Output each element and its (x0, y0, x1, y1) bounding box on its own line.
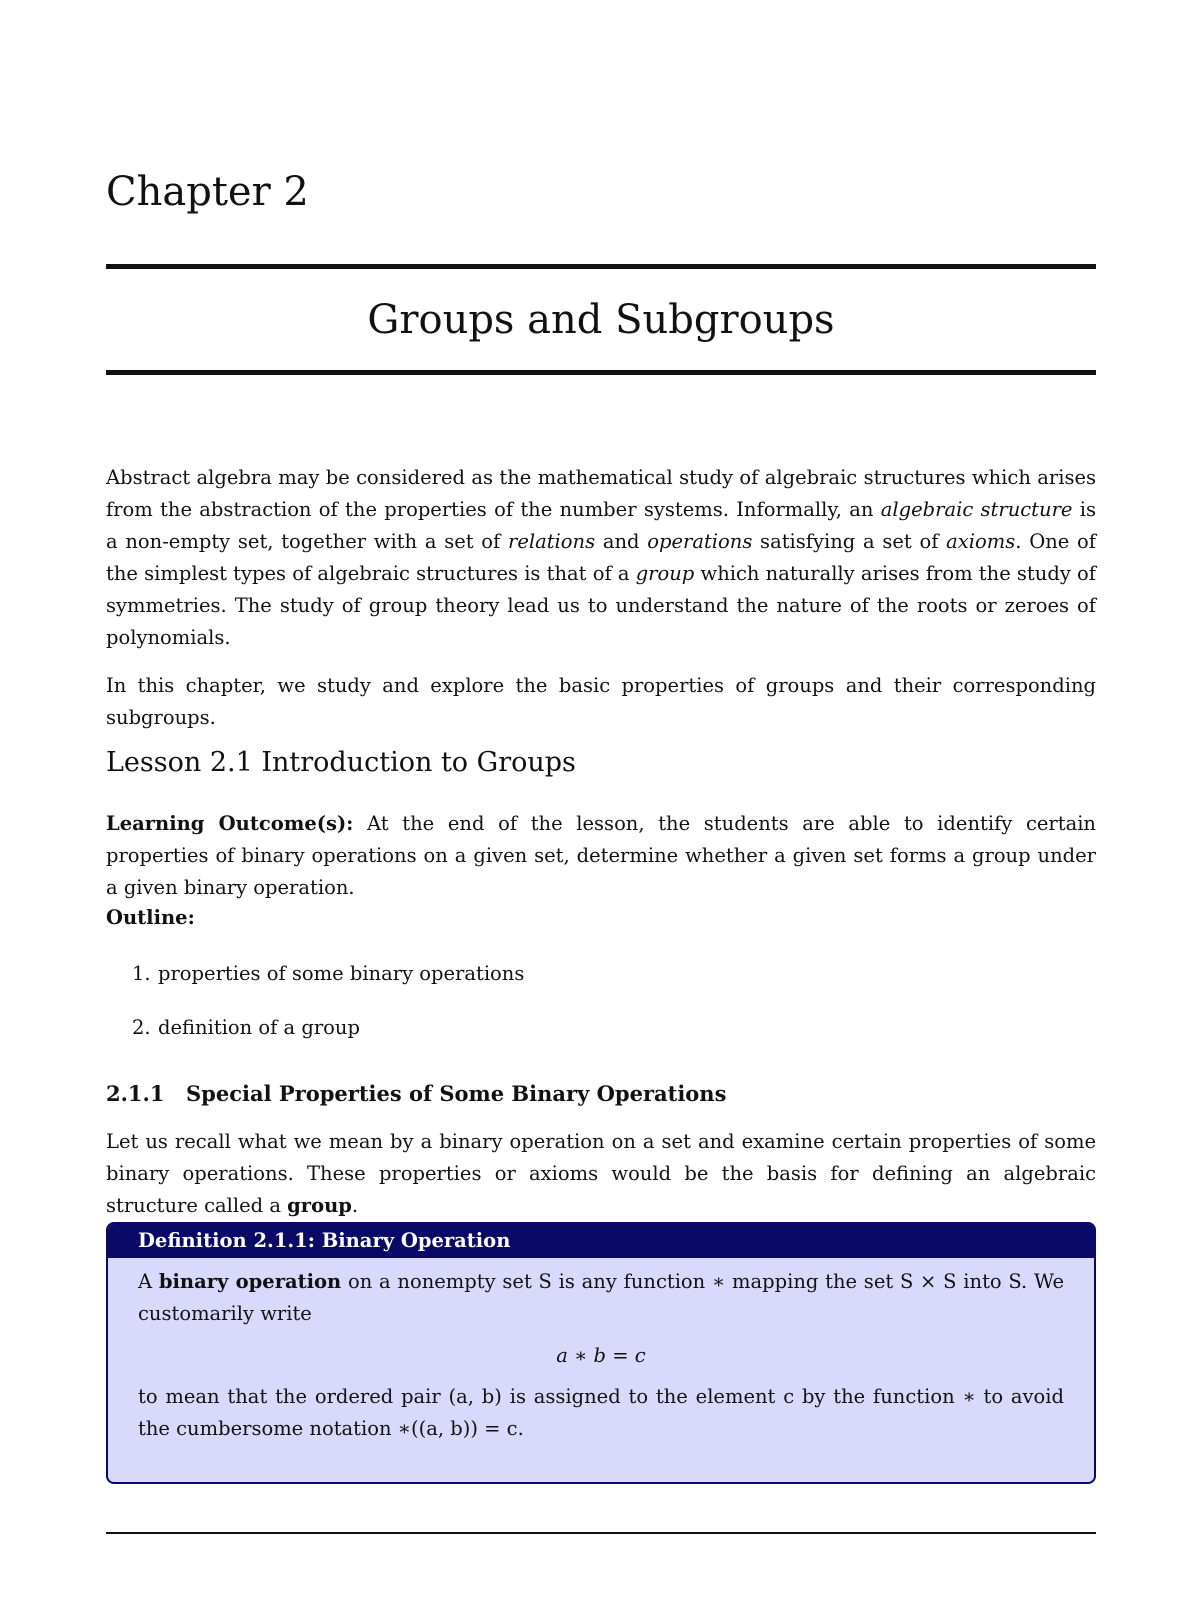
intro-emphasis: algebraic structure (880, 498, 1073, 521)
outline-item-text: definition of a group (158, 1016, 360, 1039)
definition-equation: a ∗ b = c (556, 1344, 646, 1367)
intro-text: . One of the simplest types of algebraic structures is that of a (106, 530, 1096, 585)
definition-text: A (138, 1270, 159, 1293)
intro-emphasis: operations (647, 530, 753, 553)
definition-bold-term: binary operation (158, 1270, 342, 1293)
subsection-number: 2.1.1 (106, 1081, 165, 1106)
footer-rule (106, 1532, 1096, 1534)
title-rule-bottom (106, 370, 1096, 375)
definition-text: to mean that the ordered pair (a, b) is assigned to the element c by the function ∗ to avoid the cumbersome notation ∗((a, b)) = c. (138, 1385, 1064, 1440)
intro-emphasis: relations (508, 530, 596, 553)
chapter-summary-text: In this chapter, we study and explore the basic properties of groups and their corresponding subgroups. (106, 674, 1096, 729)
learning-outcome-text: At the end of the lesson, the students are able to identify certain properties of binary operations on a given set, determine whether a given set forms a group under a given binary operation. (106, 812, 1096, 899)
definition-box (106, 1222, 1096, 1484)
subsection-title (106, 1080, 726, 1108)
definition-text: on a nonempty set S is any function ∗ mapping the set S × S into S. We customarily write (138, 1270, 1065, 1325)
definition-header: Definition 2.1.1: Binary Operation (108, 1224, 1094, 1258)
subsection-paragraph (106, 1126, 1096, 1222)
intro-text: which naturally arises from the study of symmetries. The study of group theory lead us to understand the nature of the roots or zeroes of polynomials. (106, 562, 1096, 649)
outline-item (132, 1014, 360, 1042)
chapter-label: Chapter 2 (106, 169, 309, 215)
subsection-title-text: Special Properties of Some Binary Operations (186, 1081, 727, 1106)
intro-paragraph (106, 462, 1096, 654)
title-rule-top (106, 264, 1096, 269)
intro-text: is a non-empty set, together with a set of (106, 498, 1096, 553)
outline-item-text: properties of some binary operations (158, 962, 525, 985)
outline-item (132, 960, 524, 988)
chapter-summary (106, 670, 1096, 734)
intro-text: satisfying a set of (752, 530, 947, 553)
learning-outcome (106, 808, 1096, 904)
lesson-title: Lesson 2.1 Introduction to Groups (106, 747, 576, 778)
subsection-bold-term: group (287, 1194, 352, 1217)
outline-item-number: 2. (132, 1016, 151, 1039)
learning-outcome-label: Learning Outcome(s): (106, 812, 354, 835)
definition-body (108, 1258, 1094, 1445)
intro-emphasis: axioms (946, 530, 1016, 553)
outline-label: Outline: (106, 906, 195, 929)
subsection-text: Let us recall what we mean by a binary operation on a set and examine certain properties of some binary operations. These properties or axioms would be the basis for defining an algebraic structure called a (106, 1130, 1096, 1217)
intro-text: and (595, 530, 648, 553)
intro-text: Abstract algebra may be considered as the mathematical study of algebraic structures which arises from the abstraction of the properties of the number systems. Informally, an (106, 466, 1096, 521)
chapter-title: Groups and Subgroups (367, 297, 835, 343)
subsection-text: . (351, 1194, 359, 1217)
intro-emphasis: group (635, 562, 695, 585)
outline-item-number: 1. (132, 962, 151, 985)
